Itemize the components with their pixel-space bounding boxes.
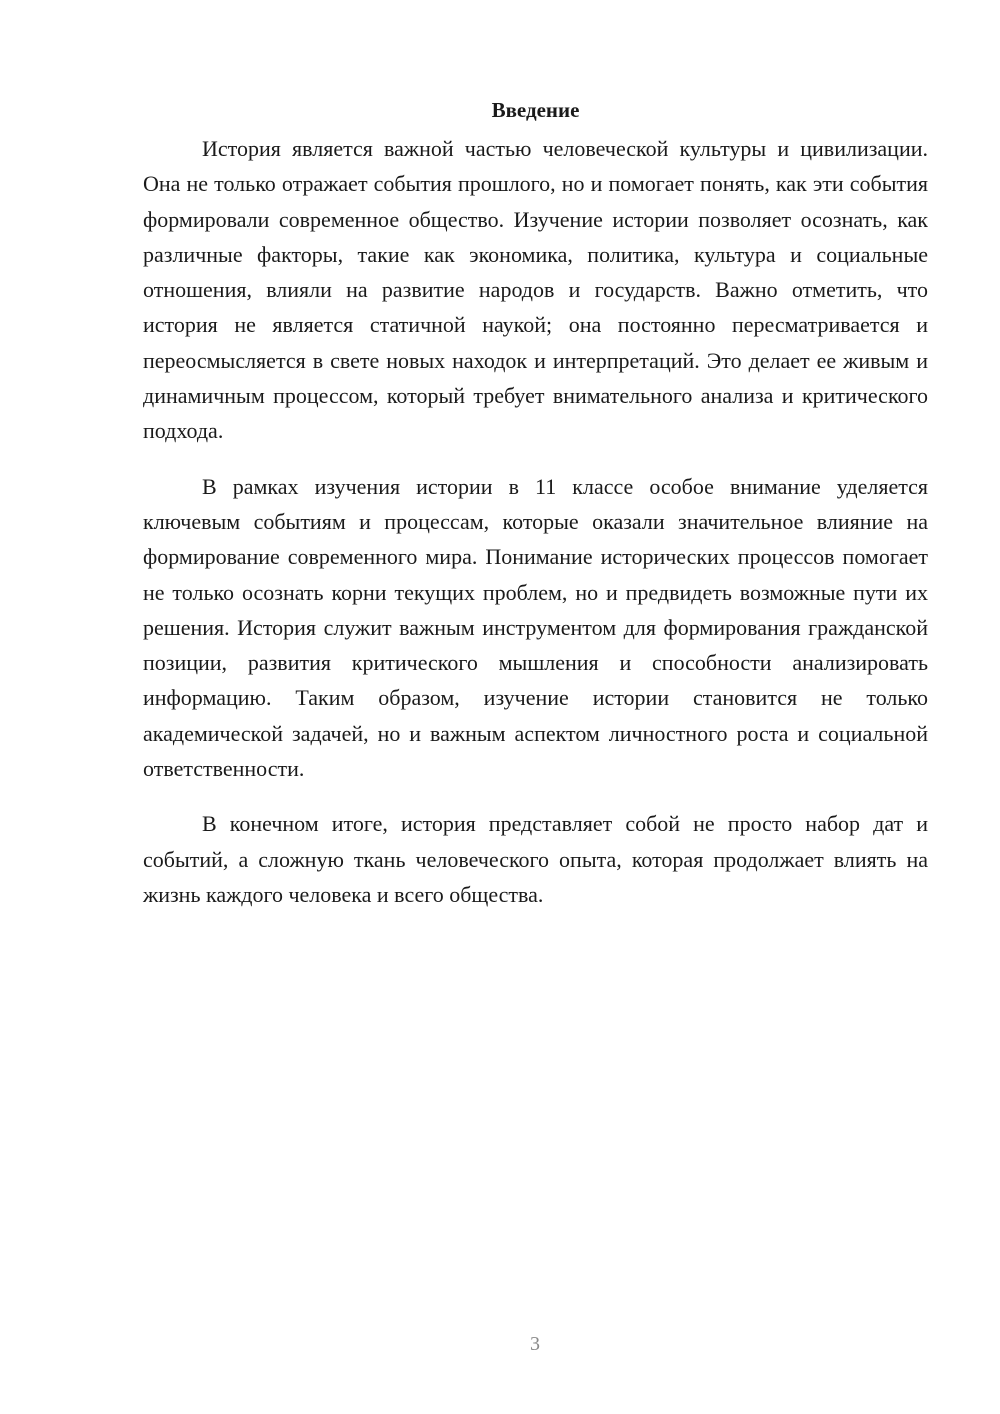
page-body: [143, 93, 928, 932]
paragraph-1: История является важной частью человеческой культуры и цивилизации. Она не только отражает события прошлого, но и помогает понять, как эти события формировали современное общество. Изучение истории позволяет осознать, как различные факторы, такие как экономика, политика, культура и социальные отношения, влияли на развитие народов и государств. Важно отметить, что история не является статичной наукой; она постоянно пересматривается и переосмысляется в свете новых находок и интерпретаций. Это делает ее живым и динамичным процессом, который требует внимательного анализа и критического подхода.: [143, 136, 928, 444]
paragraph-2: В рамках изучения истории в 11 классе особое внимание уделяется ключевым событиям и процессам, которые оказали значительное влияние на формирование современного мира. Понимание исторических процессов помогает не только осознать корни текущих проблем, но и предвидеть возможные пути их решения. История служит важным инструментом для формирования гражданской позиции, развития критического мышления и способности анализировать информацию. Таким образом, изучение истории становится не только академической задачей, но и важным аспектом личностного роста и социальной ответственности.: [143, 473, 928, 782]
page-number: 3: [530, 1333, 540, 1355]
paragraph-3: В конечном итоге, история представляет собой не просто набор дат и событий, а сложную ткань человеческого опыта, которая продолжает влиять на жизнь каждого человека и всего общества.: [143, 811, 928, 907]
page-title: Введение: [491, 98, 580, 122]
